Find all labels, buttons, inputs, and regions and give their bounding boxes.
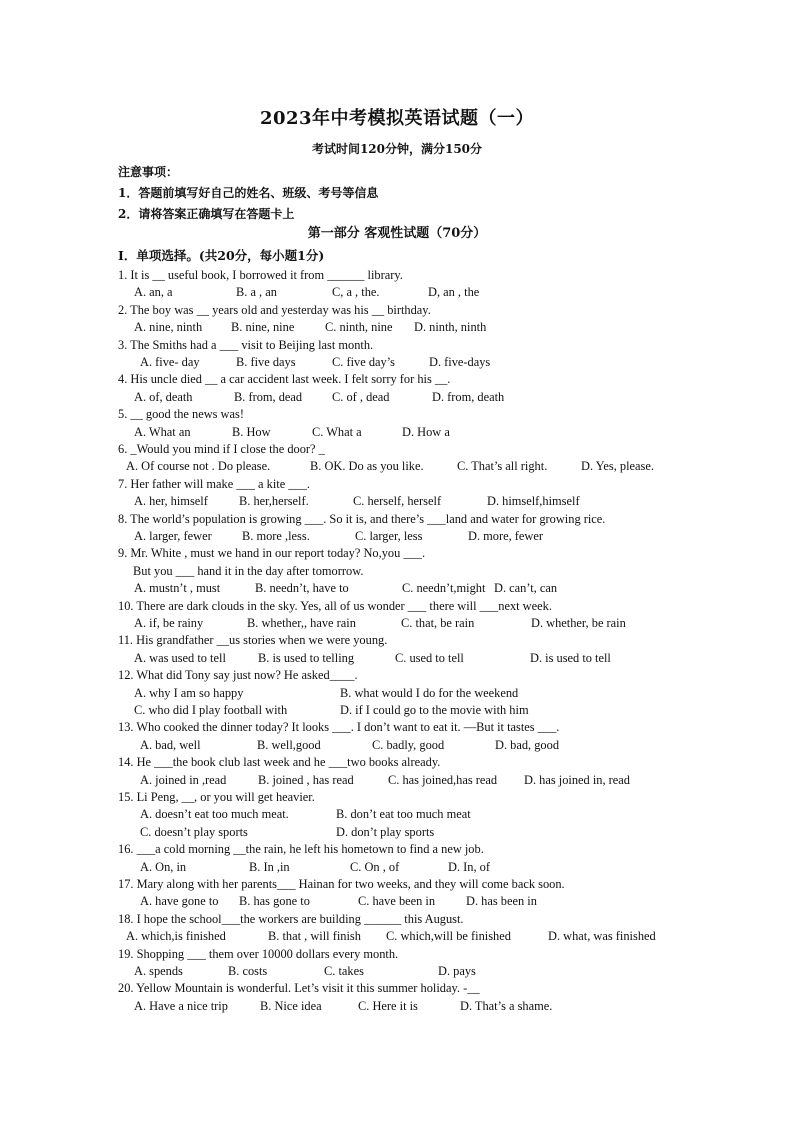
question-stem: 17. Mary along with her parents___ Hainan for two weeks, and they will come back soon. xyxy=(118,876,565,891)
answer-option[interactable]: B. that , will finish xyxy=(268,929,361,944)
answer-option[interactable]: B. don’t eat too much meat xyxy=(336,807,471,822)
question-16 xyxy=(118,841,718,876)
answer-option[interactable]: C. of , dead xyxy=(332,389,390,404)
answer-option[interactable]: A. bad, well xyxy=(140,737,201,752)
question-stem: 9. Mr. White , must we hand in our report today? No,you ___. xyxy=(118,546,426,561)
answer-option[interactable]: A. What an xyxy=(134,424,191,439)
answer-option[interactable]: D. what, was finished xyxy=(548,929,656,944)
option-row xyxy=(118,528,718,545)
part-title: 第一部分 客观性试题（70分） xyxy=(307,226,487,241)
option-row xyxy=(118,319,718,336)
answer-option[interactable]: C. larger, less xyxy=(355,528,423,543)
option-row xyxy=(118,284,718,301)
answer-option[interactable]: A. joined in ,read xyxy=(140,772,227,787)
option-row xyxy=(118,580,718,597)
answer-option[interactable]: A. mustn’t , must xyxy=(134,581,221,596)
answer-option[interactable]: B. whether,, have rain xyxy=(247,615,356,630)
option-row xyxy=(118,928,718,945)
answer-option[interactable]: C. needn’t,might xyxy=(402,581,486,596)
answer-option[interactable]: D. has been in xyxy=(466,894,537,909)
question-6 xyxy=(118,441,718,476)
option-row xyxy=(118,963,718,980)
answer-option[interactable]: A. which,is finished xyxy=(126,929,226,944)
answer-option[interactable]: C. that, be rain xyxy=(401,615,475,630)
option-row xyxy=(118,493,718,510)
answer-option[interactable]: A. doesn’t eat too much meat. xyxy=(140,807,289,822)
answer-option[interactable]: C. Here it is xyxy=(358,998,418,1013)
answer-option[interactable]: D. more, fewer xyxy=(468,528,543,543)
notes-item: 1．答题前填写好自己的姓名、班级、考号等信息 xyxy=(118,186,379,200)
answer-option[interactable]: B. In ,in xyxy=(249,859,290,874)
notes-block xyxy=(118,162,378,225)
option-row xyxy=(118,772,718,789)
option-row xyxy=(118,354,718,371)
answer-option[interactable]: A. an, a xyxy=(134,285,173,300)
answer-option[interactable]: C, a , the. xyxy=(332,285,380,300)
question-17 xyxy=(118,876,718,911)
answer-option[interactable]: C. takes xyxy=(324,963,364,978)
question-stem: 16. ___a cold morning __the rain, he left his hometown to find a new job. xyxy=(118,842,484,857)
option-row xyxy=(118,389,718,406)
option-row xyxy=(118,424,718,441)
answer-option[interactable]: D. if I could go to the movie with him xyxy=(340,702,529,717)
answer-option[interactable]: D. has joined in, read xyxy=(524,772,630,787)
answer-option[interactable]: B. OK. Do as you like. xyxy=(310,459,424,474)
answer-option[interactable]: C. used to tell xyxy=(395,650,464,665)
option-row xyxy=(118,650,718,667)
question-2 xyxy=(118,302,718,337)
answer-option[interactable]: D. can’t, can xyxy=(494,581,558,596)
question-stem: 13. Who cooked the dinner today? It looks ___. I don’t want to eat it. —But it tastes ___. xyxy=(118,720,560,735)
question-15 xyxy=(118,789,718,841)
question-13 xyxy=(118,719,718,754)
answer-option[interactable]: A. larger, fewer xyxy=(134,528,212,543)
question-5 xyxy=(118,406,718,441)
question-stem: 10. There are dark clouds in the sky. Yes, all of us wonder ___ there will ___next week. xyxy=(118,598,552,613)
option-row xyxy=(118,685,718,702)
question-7 xyxy=(118,476,718,511)
exam-title: 2023年中考模拟英语试题（一） xyxy=(259,108,535,129)
question-list xyxy=(118,267,718,1015)
answer-option[interactable]: D. That’s a shame. xyxy=(460,998,553,1013)
answer-option[interactable]: A. nine, ninth xyxy=(134,320,203,335)
answer-option[interactable]: C. five day’s xyxy=(332,355,395,369)
question-8 xyxy=(118,511,718,546)
answer-option[interactable]: D. In, of xyxy=(448,859,490,874)
option-row xyxy=(118,737,718,754)
answer-option[interactable]: A. five- day xyxy=(140,355,200,369)
answer-option[interactable]: D. from, death xyxy=(432,389,505,404)
answer-option[interactable]: C. doesn’t play sports xyxy=(140,824,248,839)
section-title: Ⅰ．单项选择。(共20分，每小题1分) xyxy=(118,248,325,263)
option-row xyxy=(118,806,718,823)
answer-option[interactable]: A. spends xyxy=(134,963,183,978)
answer-option[interactable]: B. How xyxy=(232,424,271,439)
notes-item: 2．请将答案正确填写在答题卡上 xyxy=(118,207,295,221)
answer-option[interactable]: B. five days xyxy=(236,355,296,369)
question-stem: 6. _Would you mind if I close the door? _ xyxy=(118,441,325,456)
answer-option[interactable]: D. himself,himself xyxy=(487,494,580,509)
answer-option[interactable]: A. why I am so happy xyxy=(134,685,244,700)
answer-option[interactable]: A. her, himself xyxy=(134,494,208,509)
question-stem: 14. He ___the book club last week and he ___two books already. xyxy=(118,755,441,770)
answer-option[interactable]: D. bad, good xyxy=(495,737,560,752)
answer-option[interactable]: C. have been in xyxy=(358,894,436,909)
answer-option[interactable]: A. have gone to xyxy=(140,894,219,909)
option-row xyxy=(118,859,718,876)
answer-option[interactable]: C. badly, good xyxy=(372,737,445,752)
answer-option[interactable]: D. ninth, ninth xyxy=(414,320,487,335)
question-10 xyxy=(118,598,718,633)
answer-option[interactable]: B. joined , has read xyxy=(258,772,354,787)
option-row xyxy=(118,998,718,1015)
question-stem: 8. The world’s population is growing ___. So it is, and there’s ___land and water for growing rice. xyxy=(118,511,606,526)
question-20 xyxy=(118,980,718,1015)
option-row xyxy=(118,615,718,632)
question-stem: 4. His uncle died __ a car accident last week. I felt sorry for his __. xyxy=(118,372,451,387)
question-stem: 7. Her father will make ___ a kite ___. xyxy=(118,476,310,491)
answer-option[interactable]: D. How a xyxy=(402,424,450,439)
answer-option[interactable]: D, an , the xyxy=(428,285,480,300)
question-stem: 11. His grandfather __us stories when we were young. xyxy=(118,633,388,648)
answer-option[interactable]: D. Yes, please. xyxy=(581,459,654,474)
option-row xyxy=(118,458,718,475)
answer-option[interactable]: C. On , of xyxy=(350,859,400,874)
question-9 xyxy=(118,545,718,597)
question-4 xyxy=(118,371,718,406)
answer-option[interactable]: C. What a xyxy=(312,424,362,439)
question-3 xyxy=(118,337,718,372)
answer-option[interactable]: B. Nice idea xyxy=(260,998,322,1013)
option-row xyxy=(118,702,718,719)
question-14 xyxy=(118,754,718,789)
exam-subtitle: 考试时间120分钟，满分150分 xyxy=(311,142,483,156)
question-stem: But you ___ hand it in the day after tomorrow. xyxy=(133,563,364,578)
answer-option[interactable]: A. Have a nice trip xyxy=(134,998,228,1013)
question-stem: 18. I hope the school___the workers are building ______ this August. xyxy=(118,911,464,926)
answer-option[interactable]: B. well,good xyxy=(257,737,321,752)
answer-option[interactable]: D. don’t play sports xyxy=(336,824,435,839)
option-row xyxy=(118,893,718,910)
answer-option[interactable]: A. was used to tell xyxy=(134,650,226,665)
question-stem: 2. The boy was __ years old and yesterday was his __ birthday. xyxy=(118,302,431,317)
answer-option[interactable]: D. pays xyxy=(438,963,476,978)
answer-option[interactable]: C. which,will be finished xyxy=(386,929,511,944)
answer-option[interactable]: B. nine, nine xyxy=(231,320,295,335)
question-stem: 1. It is __ useful book, I borrowed it from ______ library. xyxy=(118,268,403,282)
question-1 xyxy=(118,267,718,302)
answer-option[interactable]: C. herself, herself xyxy=(353,494,442,509)
question-stem: 15. Li Peng, __, or you will get heavier. xyxy=(118,789,315,804)
question-12 xyxy=(118,667,718,719)
answer-option[interactable]: B. more ,less. xyxy=(242,528,310,543)
answer-option[interactable]: B. from, dead xyxy=(234,389,303,404)
question-stem: 5. __ good the news was! xyxy=(118,407,244,422)
question-stem: 19. Shopping ___ them over 10000 dollars every month. xyxy=(118,946,399,961)
answer-option[interactable]: D. five-days xyxy=(429,355,491,369)
answer-option[interactable]: C. who did I play football with xyxy=(134,702,288,717)
answer-option[interactable]: D. is used to tell xyxy=(530,650,611,665)
answer-option[interactable]: A. Of course not . Do please. xyxy=(126,459,271,474)
answer-option[interactable]: B. a , an xyxy=(236,285,277,300)
question-11 xyxy=(118,632,718,667)
answer-option[interactable]: B. has gone to xyxy=(239,894,310,909)
answer-option[interactable]: A. of, death xyxy=(134,389,193,404)
option-row xyxy=(118,824,718,841)
answer-option[interactable]: C. ninth, nine xyxy=(325,320,393,335)
notes-heading: 注意事项： xyxy=(118,165,179,179)
question-stem: 12. What did Tony say just now? He asked____. xyxy=(118,668,358,683)
answer-option[interactable]: B. is used to telling xyxy=(258,650,355,665)
answer-option[interactable]: D. whether, be rain xyxy=(531,615,626,630)
answer-option[interactable]: B. costs xyxy=(228,963,268,978)
answer-option[interactable]: B. needn’t, have to xyxy=(255,581,349,596)
answer-option[interactable]: B. what would I do for the weekend xyxy=(340,685,519,700)
answer-option[interactable]: B. her,herself. xyxy=(239,494,309,509)
answer-option[interactable]: A. On, in xyxy=(140,859,187,874)
answer-option[interactable]: C. That’s all right. xyxy=(457,459,548,474)
answer-option[interactable]: A. if, be rainy xyxy=(134,615,204,630)
question-stem: 20. Yellow Mountain is wonderful. Let’s visit it this summer holiday. -__ xyxy=(118,981,480,996)
question-19 xyxy=(118,946,718,981)
answer-option[interactable]: C. has joined,has read xyxy=(388,772,498,787)
question-18 xyxy=(118,911,718,946)
question-stem: 3. The Smiths had a ___ visit to Beijing last month. xyxy=(118,337,374,352)
